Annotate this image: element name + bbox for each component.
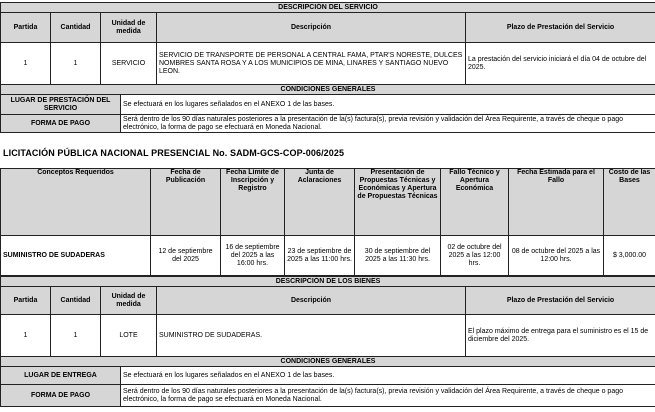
header-descripcion: Descripción: [157, 13, 466, 43]
cell-descripcion: SUMINISTRO DE SUDADERAS.: [157, 315, 466, 357]
header-unidad: Unidad de medida: [101, 13, 157, 43]
lugar-label: LUGAR DE ENTREGA: [1, 367, 121, 385]
header-junta: Junta de Aclaraciones: [285, 169, 355, 236]
schedule-section: [0, 168, 655, 276]
cell-partida: 1: [1, 43, 51, 85]
header-unidad: Unidad de medida: [101, 287, 157, 315]
pago-label: FORMA DE PAGO: [1, 385, 121, 407]
header-fecha-fallo: Fecha Estimada para el Fallo: [509, 169, 604, 236]
cell-publicacion: 12 de septiembre del 2025: [151, 236, 221, 276]
header-presentacion: Presentación de Propuestas Técnicas y Económicas y Apertura de Propuestas Técnicas: [355, 169, 441, 236]
header-cantidad: Cantidad: [51, 13, 101, 43]
header-limite: Fecha Límite de Inscripción y Registro: [221, 169, 285, 236]
header-conceptos: Conceptos Requeridos: [1, 169, 151, 236]
goods-title: DESCRIPCIÓN DE LOS BIENES: [1, 277, 655, 287]
cell-fecha-fallo: 08 de octubre del 2025 a las 12:00 hrs.: [509, 236, 604, 276]
header-plazo: Plazo de Prestación del Servicio: [466, 287, 655, 315]
header-plazo: Plazo de Prestación del Servicio: [466, 13, 655, 43]
cell-cantidad: 1: [51, 43, 101, 85]
lugar-text: Se efectuará en los lugares señalados en el ANEXO 1 de las bases.: [121, 367, 655, 385]
header-publicacion: Fecha de Publicación: [151, 169, 221, 236]
lugar-label: LUGAR DE PRESTACIÓN DEL SERVICIO: [1, 95, 121, 115]
cell-plazo: La prestación del servicio iniciará el día 04 de octubre del 2025.: [466, 43, 655, 85]
cell-presentacion: 30 de septiembre del 2025 a las 11:30 hrs.: [355, 236, 441, 276]
cell-cantidad: 1: [51, 315, 101, 357]
service-table: [0, 2, 655, 85]
cell-unidad: SERVICIO: [101, 43, 157, 85]
service-title: DESCRIPCIÓN DEL SERVICIO: [1, 3, 655, 13]
header-descripcion: Descripción: [157, 287, 466, 315]
service-conditions-table: [0, 84, 655, 133]
cell-partida: 1: [1, 315, 51, 357]
goods-section: [0, 276, 655, 407]
pago-text: Será dentro de los 90 días naturales posteriores a la presentación de la(s) factura(s), previa revisión y validación del Área Requirente, a través de cheque o pago electrónico, la forma de pago se efectuará en Moneda Nacional.: [121, 385, 655, 407]
cell-conceptos: SUMINISTRO DE SUDADERAS: [1, 236, 151, 276]
header-fallo-tecnico: Fallo Técnico y Apertura Económica: [441, 169, 509, 236]
licitacion-title: LICITACIÓN PÚBLICA NACIONAL PRESENCIAL No. SADM-GCS-COP-006/2025: [3, 148, 345, 158]
pago-text: Será dentro de los 90 días naturales posteriores a la presentación de la(s) factura(s), previa revisión y validación del Área Requirente, a través de cheque o pago electrónico, la forma de pago se efectuará en Moneda Nacional.: [121, 115, 655, 133]
cell-plazo: El plazo máximo de entrega para el suministro es el 15 de diciembre del 2025.: [466, 315, 655, 357]
lugar-text: Se efectuará en los lugares señalados en el ANEXO 1 de las bases.: [121, 95, 655, 115]
service-section: [0, 2, 655, 133]
cell-limite: 16 de septiembre del 2025 a las 16:00 hrs.: [221, 236, 285, 276]
header-cantidad: Cantidad: [51, 287, 101, 315]
conditions-title: CONDICIONES GENERALES: [1, 357, 655, 367]
cell-junta: 23 de septiembre de 2025 a las 11:00 hrs.: [285, 236, 355, 276]
header-partida: Partida: [1, 287, 51, 315]
schedule-table: [0, 168, 655, 276]
cell-unidad: LOTE: [101, 315, 157, 357]
cell-descripcion: SERVICIO DE TRANSPORTE DE PERSONAL A CENTRAL FAMA, PTAR'S NORESTE, DULCES NOMBRES SANTA ROSA Y A LOS MUNICIPIOS DE MINA, LINARES Y SANTIAGO NUEVO LEON.: [157, 43, 466, 85]
goods-table: [0, 276, 655, 357]
pago-label: FORMA DE PAGO: [1, 115, 121, 133]
cell-fallo-tecnico: 02 de octubre del 2025 a las 12:00 hrs.: [441, 236, 509, 276]
cell-costo: $ 3,000.00: [604, 236, 655, 276]
goods-conditions-table: [0, 356, 655, 407]
header-partida: Partida: [1, 13, 51, 43]
header-costo: Costo de las Bases: [604, 169, 655, 236]
conditions-title: CONDICIONES GENERALES: [1, 85, 655, 95]
